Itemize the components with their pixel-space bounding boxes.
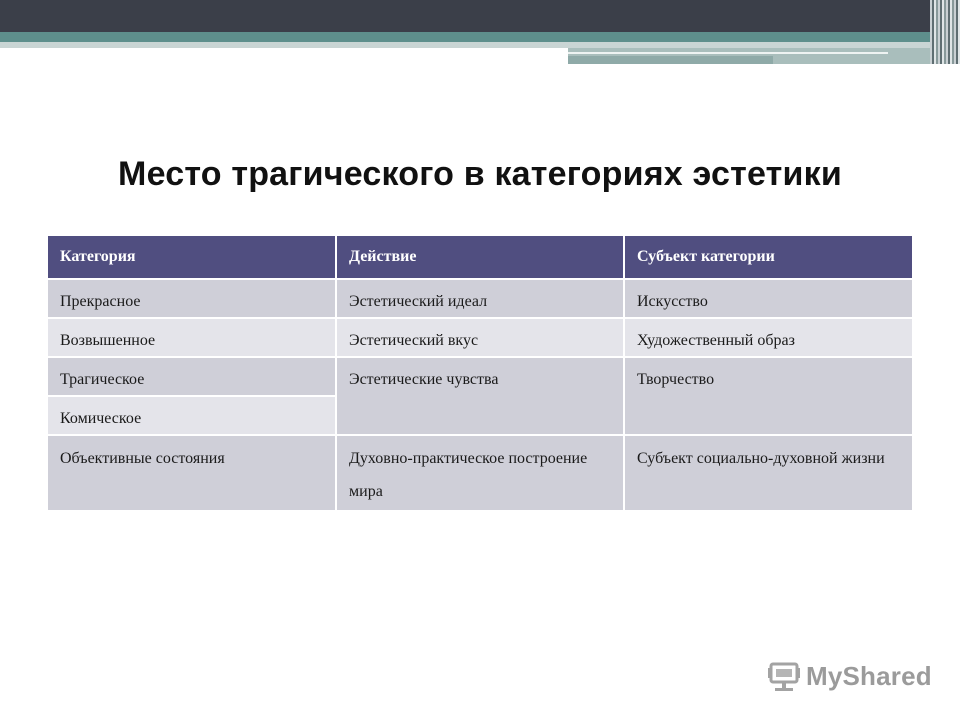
header-action: Действие [336,236,624,279]
table-row [48,435,912,511]
cell-category: Комическое [48,396,336,435]
table-row [48,357,912,396]
myshared-text: MyShared [806,660,932,691]
top-banner-stripes [930,0,960,64]
cell-action: Духовно-практическое построение мира [336,435,624,511]
cell-subject: Творчество [624,357,912,435]
cell-category: Возвышенное [48,318,336,357]
cell-action: Эстетический вкус [336,318,624,357]
cell-subject: Субъект социально-духовной жизни [624,435,912,511]
categories-table [48,236,912,512]
header-subject: Субъект категории [624,236,912,279]
slide-title: Место трагического в категориях эстетики [118,155,842,193]
cell-category: Трагическое [48,357,336,396]
cell-action: Эстетические чувства [336,357,624,435]
top-banner-step-inner [568,56,773,64]
myshared-watermark [766,656,936,696]
table-row [48,318,912,357]
table-row [48,279,912,318]
cell-category: Прекрасное [48,279,336,318]
top-banner-teal [0,32,960,42]
header-category: Категория [48,236,336,279]
table-header-row [48,236,912,279]
myshared-logo-icon [766,658,802,694]
cell-category: Объективные состояния [48,435,336,511]
cell-subject: Художественный образ [624,318,912,357]
cell-action: Эстетический идеал [336,279,624,318]
top-banner-line [568,52,888,54]
cell-subject: Искусство [624,279,912,318]
top-banner-dark [0,0,960,32]
